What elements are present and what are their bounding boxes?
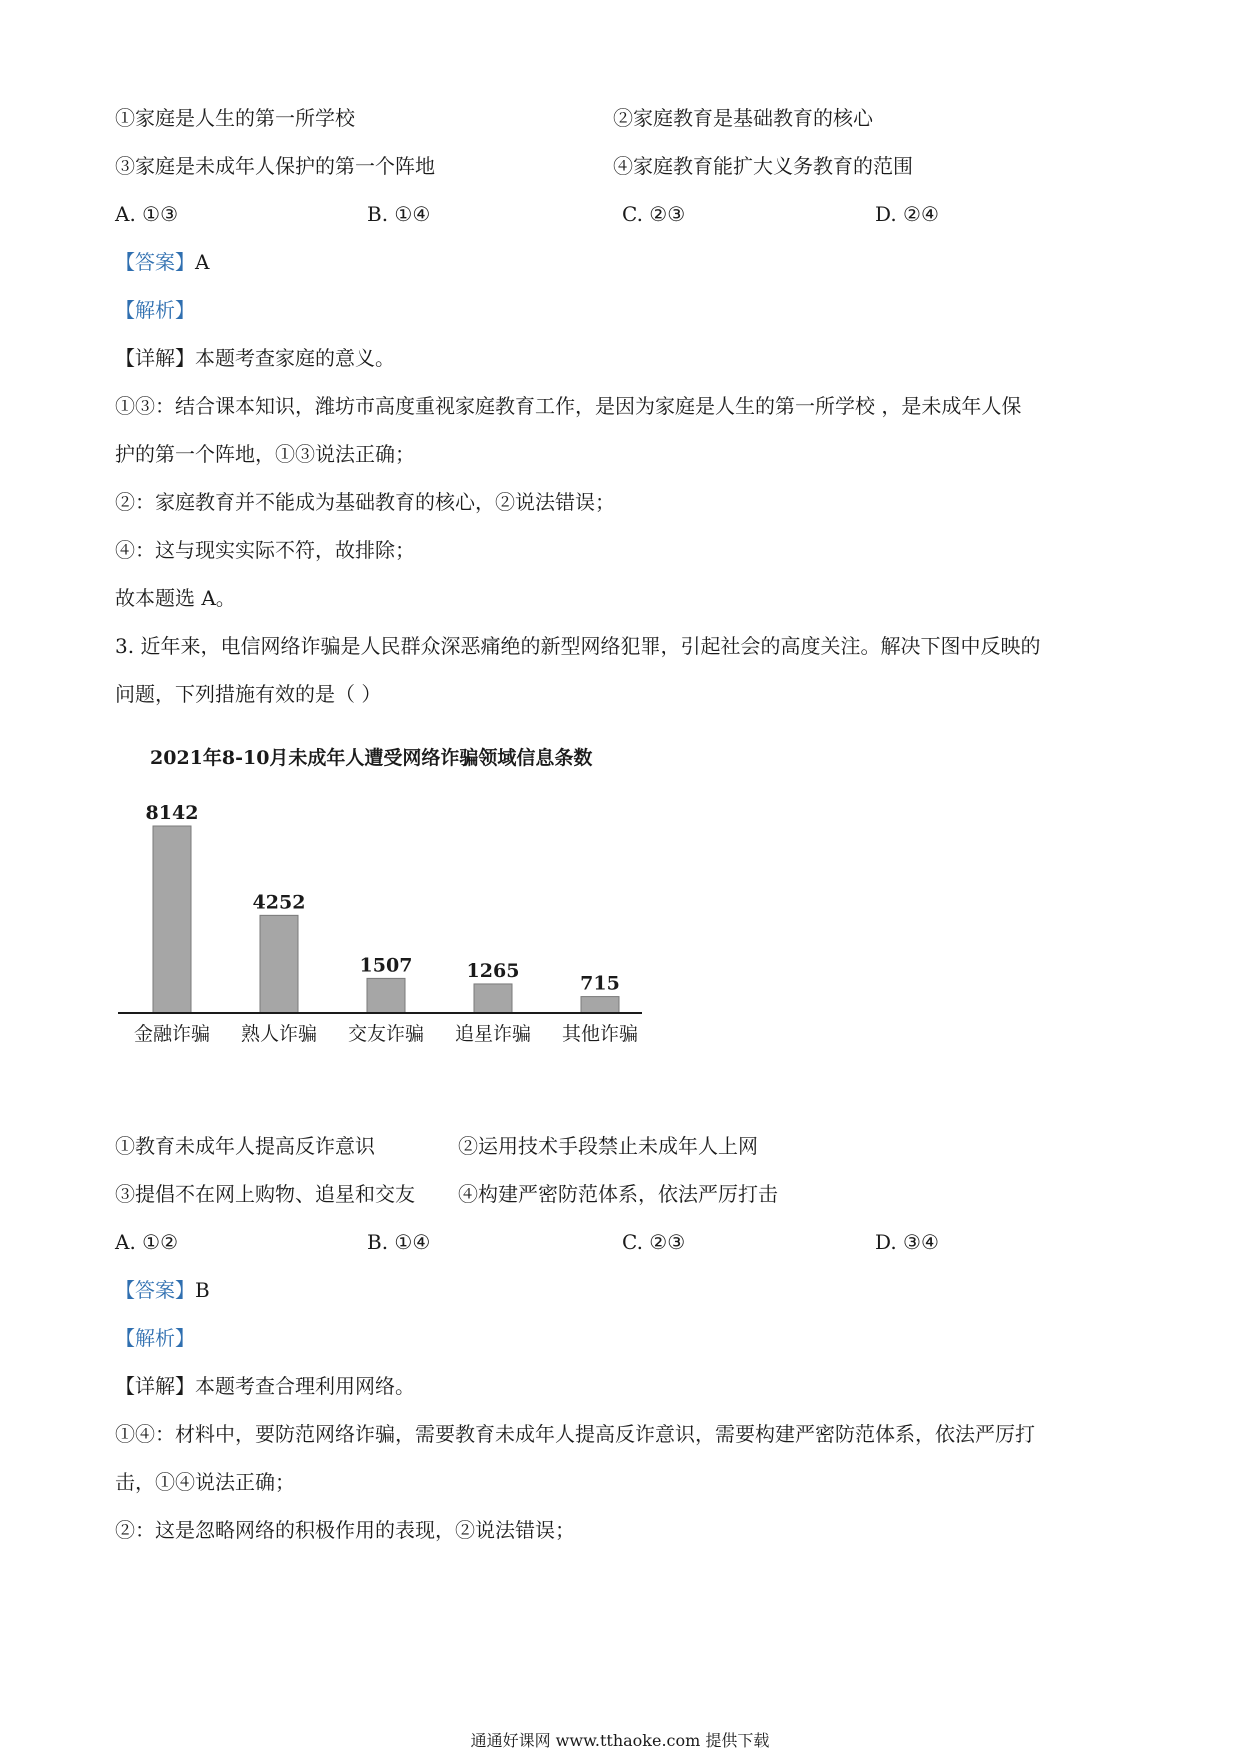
q2-option-a: A. ①③ (115, 202, 179, 226)
q3-explanation-1a: ①④：材料中，要防范网络诈骗，需要教育未成年人提高反诈意识，需要构建严密防范体系，依法严厉打 (115, 1422, 1035, 1446)
chart-category-label-4: 追星诈骗 (454, 1023, 532, 1045)
q3-detail-text: 本题考查合理利用网络。 (195, 1374, 415, 1398)
q3-option-a: A. ①② (115, 1230, 179, 1254)
q3-option-c: C. ②③ (622, 1230, 686, 1254)
q2-statement-2: ②家庭教育是基础教育的核心 (613, 106, 873, 130)
q2-statements-row2 (115, 152, 913, 180)
q2-statement-1: ①家庭是人生的第一所学校 (115, 106, 355, 130)
q2-answer (115, 248, 209, 276)
q3-analysis-tag: 【解析】 (115, 1326, 195, 1350)
chart-data-label-2: 4252 (252, 891, 306, 914)
q2-explanation-3: ④：这与现实实际不符，故排除； (115, 538, 415, 562)
q2-conclusion: 故本题选 A。 (115, 586, 236, 610)
q3-statement-3: ③提倡不在网上购物、追星和交友 (115, 1182, 415, 1206)
chart-bar-3 (367, 978, 405, 1013)
q3-options (115, 1228, 939, 1256)
q3-detail-tag: 【详解】 (115, 1374, 195, 1398)
q2-answer-tag: 【答案】 (115, 250, 195, 274)
q3-statements-row1 (115, 1132, 758, 1160)
q3-answer-value: B (195, 1278, 210, 1302)
q2-explanation-1a: ①③：结合课本知识，潍坊市高度重视家庭教育工作，是因为家庭是人生的第一所学校 ，是未成年人保 (115, 394, 1022, 418)
q3-statements-row2 (115, 1180, 778, 1208)
q2-statement-4: ④家庭教育能扩大义务教育的范围 (613, 154, 913, 178)
q2-detail-text: 本题考查家庭的意义。 (195, 346, 395, 370)
chart-bar-1 (153, 826, 191, 1013)
q3-statement-2: ②运用技术手段禁止未成年人上网 (458, 1134, 758, 1158)
q2-statement-3: ③家庭是未成年人保护的第一个阵地 (115, 154, 435, 178)
page-footer: 通通好课网 www.tthaoke.com 提供下载 (470, 1731, 770, 1750)
q3-explanation-1b: 击，①④说法正确； (115, 1470, 295, 1494)
q2-explanation-1b: 护的第一个阵地，①③说法正确； (115, 442, 415, 466)
chart-data-label-1: 8142 (145, 802, 199, 824)
chart-category-label-3: 交友诈骗 (347, 1023, 425, 1045)
q2-statements-row1 (115, 104, 873, 132)
q3-explanation-2: ②：这是忽略网络的积极作用的表现，②说法错误； (115, 1518, 575, 1542)
chart-data-label-3: 1507 (359, 954, 413, 977)
chart-category-label-1: 金融诈骗 (133, 1023, 211, 1045)
q2-answer-value: A (195, 250, 210, 274)
chart-category-label-5: 其他诈骗 (561, 1023, 639, 1045)
q3-option-b: B. ①④ (367, 1230, 431, 1254)
q3-statement-4: ④构建严密防范体系，依法严厉打击 (458, 1182, 778, 1206)
chart-data-label-5: 715 (580, 972, 620, 995)
q3-answer-tag: 【答案】 (115, 1278, 195, 1302)
q2-option-c: C. ②③ (622, 202, 686, 226)
q2-option-b: B. ①④ (367, 202, 431, 226)
q2-analysis-tag: 【解析】 (115, 298, 195, 322)
q2-detail-tag: 【详解】 (115, 346, 195, 370)
chart-data-label-4: 1265 (466, 959, 520, 982)
q2-options (115, 200, 939, 228)
q3-statement-1: ①教育未成年人提高反诈意识 (115, 1134, 375, 1158)
chart-bars (134, 802, 638, 1045)
q3-option-d: D. ③④ (875, 1230, 939, 1254)
q2-explanation-2: ②：家庭教育并不能成为基础教育的核心，②说法错误； (115, 490, 615, 514)
q3-answer (115, 1276, 210, 1304)
q2-detail (115, 344, 395, 372)
chart-category-label-2: 熟人诈骗 (240, 1023, 318, 1045)
chart-title: 2021年8-10月未成年人遭受网络诈骗领域信息条数 (150, 747, 593, 769)
q3-stem-line1: 3. 近年来，电信网络诈骗是人民群众深恶痛绝的新型网络犯罪，引起社会的高度关注。解决下图中反映的 (115, 634, 1041, 658)
chart-bar-4 (474, 984, 512, 1013)
q2-option-d: D. ②④ (875, 202, 939, 226)
q3-stem-line2: 问题，下列措施有效的是（ ） (115, 682, 382, 706)
chart-bar-5 (581, 997, 619, 1013)
chart-bar-2 (260, 915, 298, 1013)
bar-chart (100, 740, 660, 1060)
q3-detail (115, 1372, 415, 1400)
